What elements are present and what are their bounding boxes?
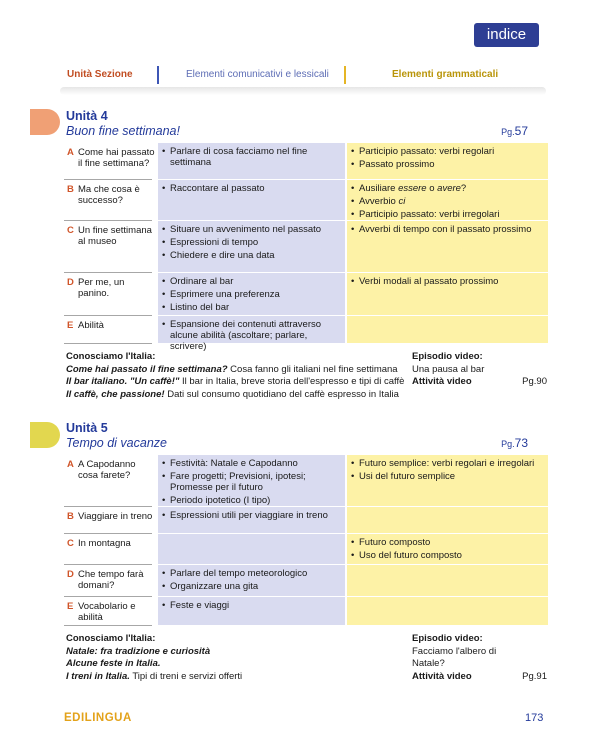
- list-item: • Ausiliare essere o avere?: [351, 183, 544, 194]
- list-item: • Verbi modali al passato prossimo: [351, 276, 544, 287]
- comm-cell: [158, 507, 345, 534]
- section-letter: E: [67, 601, 74, 612]
- unit-4-extras: [66, 351, 546, 403]
- list-item: • Espansione dei contenuti attraverso alcune abilità (ascoltare; parlare, scrivere): [162, 319, 341, 352]
- conosciamo-line: Il bar italiano. "Un caffè!" Il bar in Italia, breve storia dell'espresso e tipi di caffè: [66, 376, 405, 387]
- video-title: Una pausa al bar: [412, 363, 485, 375]
- edilingua-logo: EDILINGUA: [64, 712, 132, 724]
- attivita-label: Attività video: [412, 376, 472, 387]
- attivita-page-link[interactable]: Pg.90: [522, 376, 547, 387]
- section-cell: [64, 507, 156, 534]
- column-header: [64, 66, 549, 84]
- section-letter: B: [67, 184, 74, 195]
- section-cell: [64, 597, 156, 626]
- table-row: [64, 455, 548, 507]
- gram-cell: [347, 180, 548, 221]
- conosciamo-line: Il caffè, che passione! Dati sul consumo quotidiano del caffè espresso in Italia: [66, 388, 399, 400]
- section-name: Ma che cosa è successo?: [78, 184, 140, 206]
- section-cell: [64, 455, 156, 507]
- list-item: • Periodo ipotetico (I tipo): [162, 495, 341, 506]
- table-row: [64, 180, 548, 221]
- comm-cell: [158, 565, 345, 597]
- table-row: [64, 534, 548, 565]
- list-item: • Futuro semplice: verbi regolari e irregolari: [351, 458, 544, 469]
- comm-cell: [158, 221, 345, 273]
- gram-cell: [347, 143, 548, 180]
- list-item: • Feste e viaggi: [162, 600, 341, 611]
- list-item: • Avverbio ci: [351, 196, 544, 207]
- unit-4-marker: [30, 109, 60, 135]
- list-item: • Ordinare al bar: [162, 276, 341, 287]
- comm-cell: [158, 597, 345, 626]
- unit-4-title: Buon fine settimana!: [66, 124, 180, 138]
- section-name: A Capodanno cosa farete?: [78, 459, 136, 481]
- list-item: • Espressioni di tempo: [162, 237, 341, 248]
- section-cell: [64, 534, 156, 565]
- list-item: • Uso del futuro composto: [351, 550, 544, 561]
- list-item: • Festività: Natale e Capodanno: [162, 458, 341, 469]
- unit-4-table: [64, 143, 548, 352]
- comm-cell: [158, 273, 345, 316]
- attivita-page-link[interactable]: Pg.91: [522, 670, 547, 682]
- list-item: • Organizzare una gita: [162, 581, 341, 592]
- list-item: • Parlare di cosa facciamo nel fine settimana: [162, 146, 341, 168]
- list-item: • Futuro composto: [351, 537, 544, 548]
- list-item: • Chiedere e dire una data: [162, 250, 341, 261]
- list-item: • Fare progetti; Previsioni, ipotesi; Promesse per il futuro: [162, 471, 341, 493]
- section-name: Abilità: [78, 320, 104, 331]
- video-section: [412, 351, 547, 389]
- gram-cell: [347, 455, 548, 507]
- gram-cell: [347, 565, 548, 597]
- list-item: • Espressioni utili per viaggiare in treno: [162, 510, 341, 521]
- table-row: [64, 507, 548, 534]
- page-number: 173: [525, 712, 544, 724]
- list-item: • Participio passato: verbi regolari: [351, 146, 544, 157]
- comm-cell: [158, 143, 345, 180]
- header-divider: [157, 66, 159, 84]
- comm-cell: [158, 455, 345, 507]
- gram-cell: [347, 534, 548, 565]
- conosciamo-line: Come hai passato il fine settimana? Cosa fanno gli italiani nel fine settimana: [66, 363, 398, 375]
- unit-4-page[interactable]: Pg.57: [501, 124, 528, 138]
- conosciamo-line: Natale: fra tradizione e curiosità: [66, 645, 211, 657]
- section-letter: E: [67, 320, 74, 331]
- unit-5-page[interactable]: Pg.73: [501, 436, 528, 450]
- list-item: • Situare un avvenimento nel passato: [162, 224, 341, 235]
- section-name: Come hai passato il fine settimana?: [78, 147, 155, 169]
- video-section: [412, 633, 547, 683]
- unit-4-number: Unità 4: [66, 109, 108, 123]
- list-item: • Usi del futuro semplice: [351, 471, 544, 482]
- comm-cell: [158, 534, 345, 565]
- section-letter: C: [67, 538, 74, 549]
- video-heading: Episodio video:: [412, 633, 483, 644]
- section-letter: B: [67, 511, 74, 522]
- list-item: • Participio passato: verbi irregolari: [351, 209, 544, 220]
- conosciamo-section: [66, 351, 406, 401]
- section-cell: [64, 221, 156, 273]
- header-shadow: [60, 87, 546, 95]
- list-item: • Listino del bar: [162, 302, 341, 313]
- section-cell: [64, 316, 156, 344]
- section-cell: [64, 273, 156, 316]
- gram-cell: [347, 273, 548, 316]
- table-row: [64, 273, 548, 316]
- section-name: Vocabolario e abilità: [78, 601, 136, 623]
- section-letter: A: [67, 459, 74, 470]
- section-letter: A: [67, 147, 74, 158]
- list-item: • Parlare del tempo meteorologico: [162, 568, 341, 579]
- list-item: • Passato prossimo: [351, 159, 544, 170]
- conosciamo-line: I treni in Italia. Tipi di treni e servizi offerti: [66, 670, 243, 682]
- section-letter: D: [67, 277, 74, 288]
- conosciamo-line: Alcune feste in Italia.: [66, 658, 161, 669]
- indice-tab[interactable]: indice: [474, 23, 539, 47]
- gram-cell: [347, 221, 548, 273]
- section-cell: [64, 180, 156, 221]
- list-item: • Esprimere una preferenza: [162, 289, 341, 300]
- section-name: Che tempo farà domani?: [78, 569, 144, 591]
- gram-cell: [347, 507, 548, 534]
- attivita-label: Attività video: [412, 670, 472, 682]
- conosciamo-heading: Conosciamo l'Italia:: [66, 351, 156, 362]
- video-title: Facciamo l'albero di Natale?: [412, 645, 497, 669]
- unit-5-marker: [30, 422, 60, 448]
- table-row: [64, 565, 548, 597]
- unit-5-number: Unità 5: [66, 421, 108, 435]
- header-section: Unità Sezione: [67, 69, 133, 80]
- conosciamo-heading: Conosciamo l'Italia:: [66, 633, 156, 644]
- table-row: [64, 597, 548, 626]
- conosciamo-section: [66, 633, 406, 683]
- video-heading: Episodio video:: [412, 351, 483, 362]
- unit-5-extras: [66, 633, 546, 685]
- unit-5-table: [64, 455, 548, 626]
- list-item: • Raccontare al passato: [162, 183, 341, 194]
- list-item: • Avverbi di tempo con il passato prossimo: [351, 224, 544, 235]
- header-divider: [344, 66, 346, 84]
- gram-cell: [347, 597, 548, 626]
- table-row: [64, 143, 548, 180]
- comm-cell: [158, 316, 345, 352]
- table-row: [64, 316, 548, 352]
- gram-cell: [347, 316, 548, 344]
- comm-cell: [158, 180, 345, 221]
- section-name: In montagna: [78, 538, 131, 549]
- section-name: Per me, un panino.: [78, 277, 125, 299]
- section-cell: [64, 143, 156, 180]
- table-row: [64, 221, 548, 273]
- section-letter: C: [67, 225, 74, 236]
- section-cell: [64, 565, 156, 597]
- section-name: Viaggiare in treno: [78, 511, 153, 522]
- section-name: Un fine settimana al museo: [78, 225, 152, 247]
- section-letter: D: [67, 569, 74, 580]
- unit-5-title: Tempo di vacanze: [66, 436, 167, 450]
- header-grammar: Elementi grammaticali: [392, 69, 499, 80]
- header-communicative: Elementi comunicativi e lessicali: [186, 69, 329, 80]
